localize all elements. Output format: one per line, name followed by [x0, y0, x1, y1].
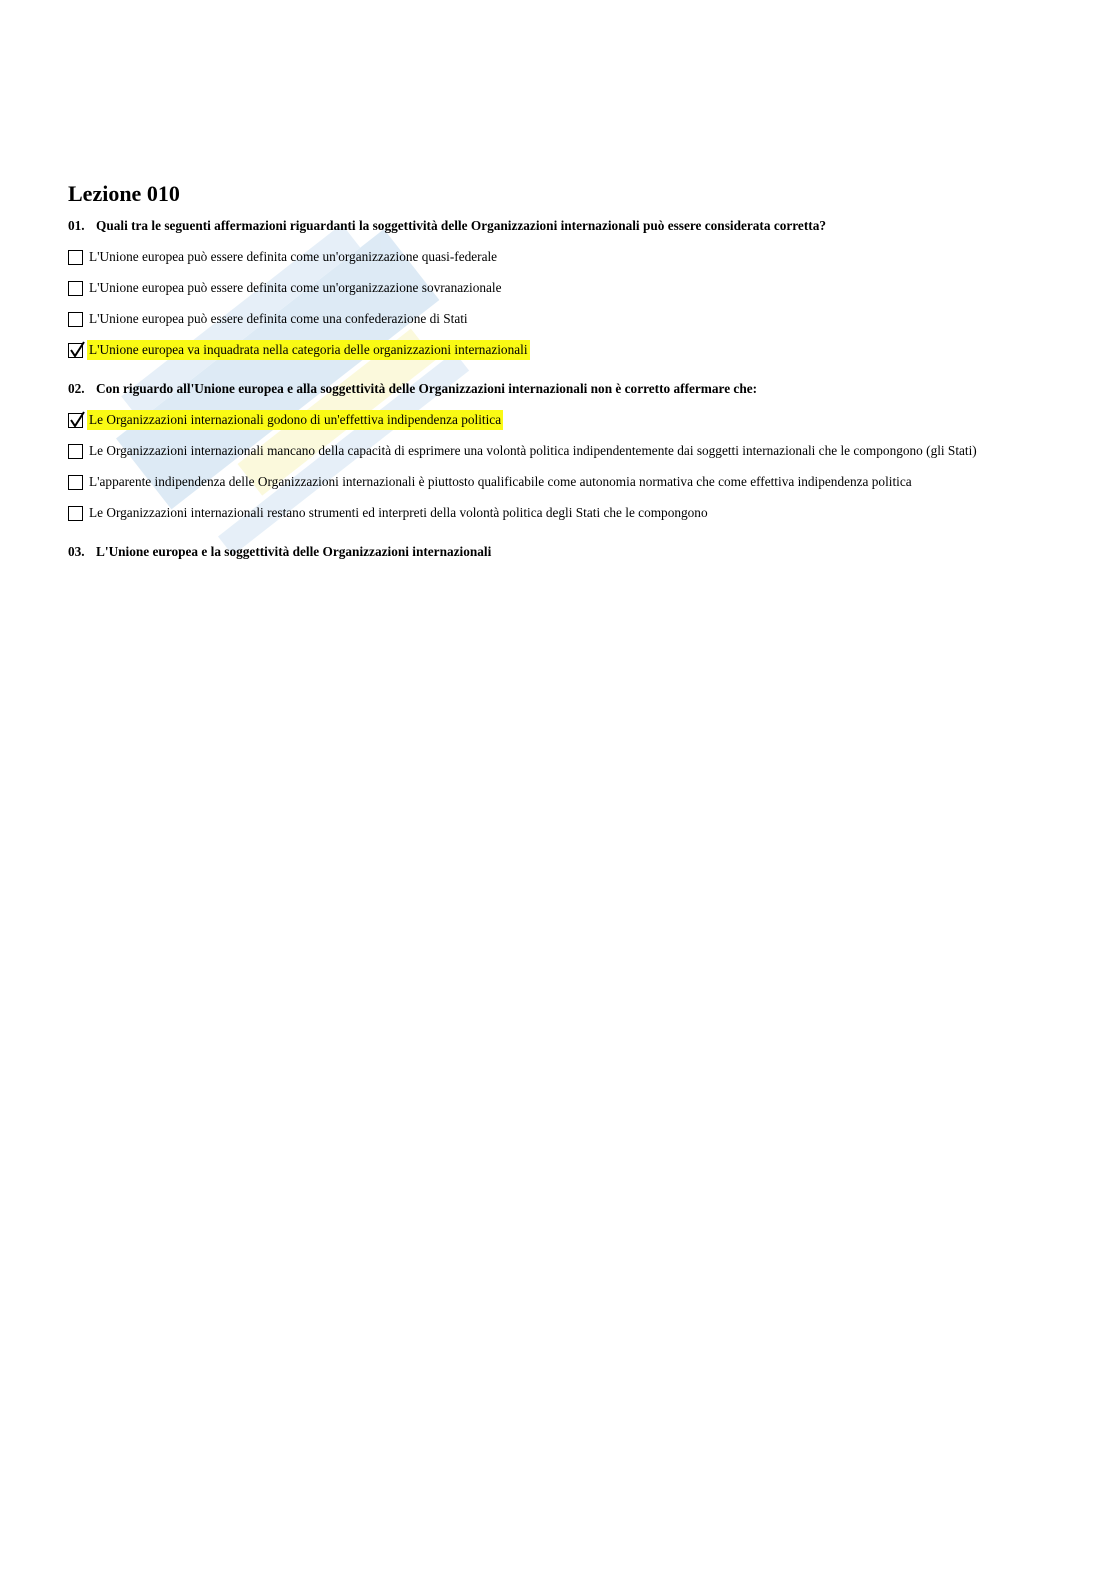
- option-1-1[interactable]: [68, 246, 1068, 268]
- option-text: L'apparente indipendenza delle Organizzazioni internazionali è piuttosto qualificabile come autonomia normativa che come effettiva indipendenza politica: [89, 474, 912, 489]
- options-list: [68, 246, 1068, 361]
- option-2-3[interactable]: [68, 471, 1068, 493]
- option-text: L'Unione europea può essere definita come un'organizzazione sovranazionale: [89, 280, 502, 295]
- checked-checkbox-icon[interactable]: [68, 343, 83, 358]
- option-1-3[interactable]: [68, 308, 1068, 330]
- checkbox-icon[interactable]: [68, 250, 83, 265]
- question-text: L'Unione europea e la soggettività delle Organizzazioni internazionali: [96, 544, 492, 559]
- checked-checkbox-icon[interactable]: [68, 413, 83, 428]
- question-text: Quali tra le seguenti affermazioni riguardanti la soggettività delle Organizzazioni internazionali può essere considerata corretta?: [96, 218, 826, 233]
- option-2-4[interactable]: [68, 502, 1068, 524]
- option-text: Le Organizzazioni internazionali restano strumenti ed interpreti della volontà politica degli Stati che le compongono: [89, 505, 708, 520]
- question-1: [68, 216, 1068, 236]
- options-list: [68, 409, 1068, 524]
- checkbox-icon[interactable]: [68, 506, 83, 521]
- option-text: L'Unione europea può essere definita come una confederazione di Stati: [89, 311, 468, 326]
- question-list: [68, 216, 1068, 562]
- document-body: [68, 180, 1068, 572]
- option-2-1[interactable]: [68, 409, 1068, 431]
- checkbox-icon[interactable]: [68, 312, 83, 327]
- option-text: L'Unione europea va inquadrata nella categoria delle organizzazioni internazionali: [87, 340, 530, 360]
- question-number: 03.: [68, 544, 85, 559]
- question-2: [68, 379, 1068, 399]
- question-number: 02.: [68, 381, 85, 396]
- option-2-2[interactable]: [68, 440, 1068, 462]
- checkbox-icon[interactable]: [68, 475, 83, 490]
- checkbox-icon[interactable]: [68, 444, 83, 459]
- option-text: L'Unione europea può essere definita come un'organizzazione quasi-federale: [89, 249, 498, 264]
- question-3: [68, 542, 1068, 562]
- option-text: Le Organizzazioni internazionali mancano della capacità di esprimere una volontà politica indipendentemente dai soggetti internazionali che le compongono (gli Stati): [89, 443, 977, 458]
- lesson-title: Lezione 010: [68, 181, 180, 206]
- option-1-2[interactable]: [68, 277, 1068, 299]
- checkbox-icon[interactable]: [68, 281, 83, 296]
- option-1-4[interactable]: [68, 339, 1068, 361]
- option-text: Le Organizzazioni internazionali godono di un'effettiva indipendenza politica: [87, 410, 503, 430]
- question-text: Con riguardo all'Unione europea e alla soggettività delle Organizzazioni internazionali non è corretto affermare che:: [96, 381, 758, 396]
- question-number: 01.: [68, 218, 85, 233]
